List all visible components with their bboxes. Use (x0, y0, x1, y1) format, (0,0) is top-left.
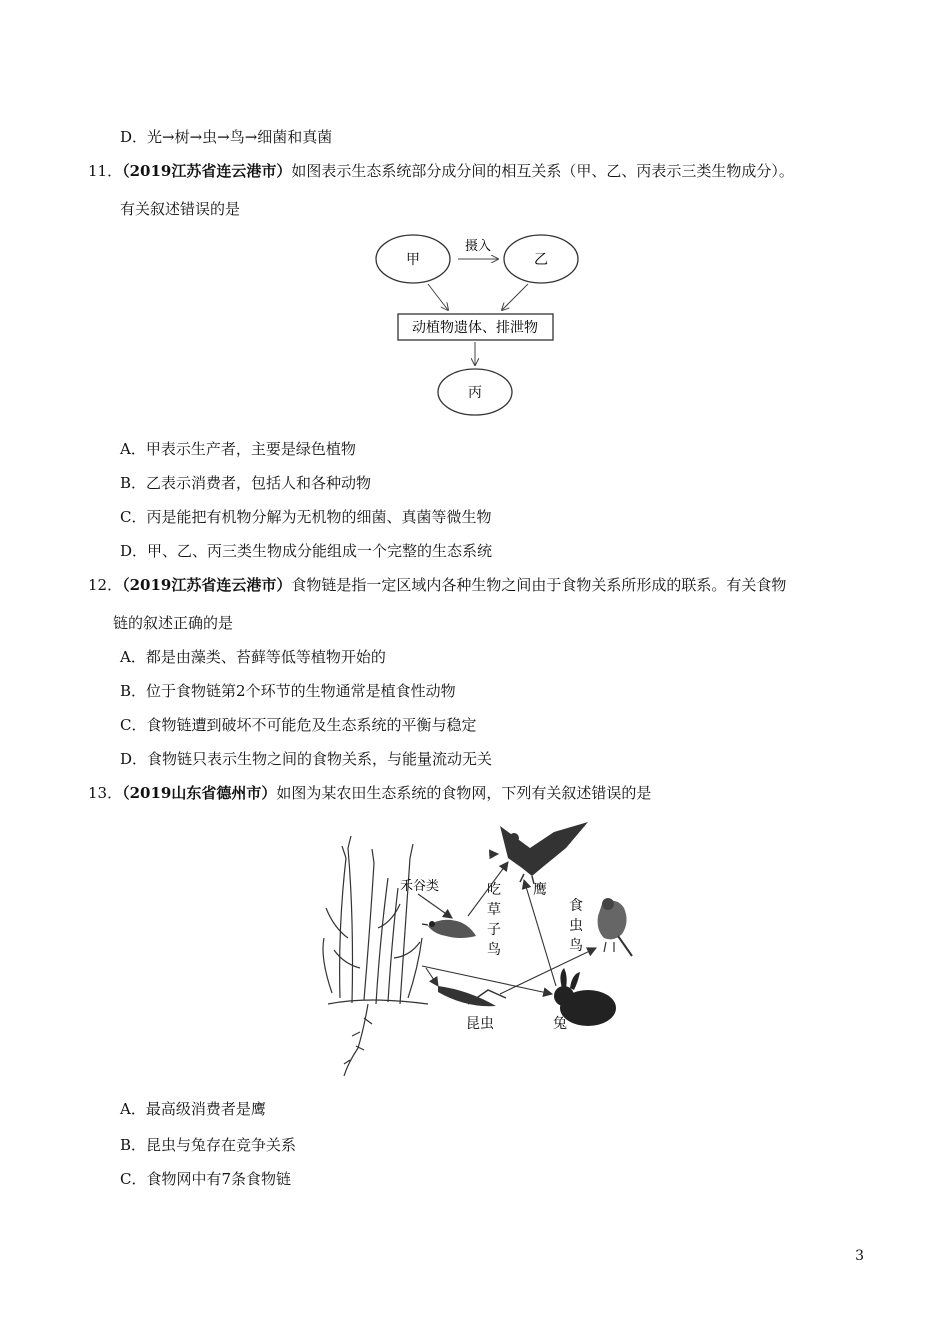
question-13-option-a: A．最高级消费者是鹰 (120, 1100, 266, 1118)
node-bing-label: 丙 (468, 385, 482, 401)
label-insect-bird-char-3: 鸟 (569, 938, 583, 954)
prev-option-d: D．光→树→虫→鸟→细菌和真菌 (120, 128, 333, 146)
node-yi-label: 乙 (534, 252, 548, 268)
label-seed-bird-char-4: 鸟 (487, 942, 501, 958)
question-11-number: 11． (88, 162, 123, 180)
question-11-source: （2019江苏省连云港市） (122, 162, 292, 180)
question-12-source: （2019江苏省连云港市） (122, 576, 292, 594)
question-13-option-c: C．食物网中有7条食物链 (120, 1170, 292, 1188)
arrow-grain-to-insect (426, 968, 438, 986)
question-12-option-c: C．食物链遭到破坏不可能危及生态系统的平衡与稳定 (120, 716, 477, 734)
ecosystem-components-diagram (370, 232, 585, 418)
insect-bird-illustration (598, 898, 632, 956)
insect-illustration (438, 986, 506, 1006)
question-11-stem (88, 160, 794, 182)
label-grain: 禾谷类 (400, 879, 440, 894)
arrow-label-intake: 摄入 (464, 239, 492, 254)
question-11-text: 如图表示生态系统部分成分间的相互关系（甲、乙、丙表示三类生物成分）。 (291, 162, 794, 180)
label-eagle: 鹰 (533, 882, 547, 898)
question-13-text: 如图为某农田生态系统的食物网，下列有关叙述错误的是 (276, 784, 652, 802)
question-11-text-cont: 有关叙述错误的是 (120, 200, 241, 218)
arrow-jia-to-box (428, 284, 448, 310)
question-13-option-b: B．昆虫与兔存在竞争关系 (120, 1136, 297, 1154)
arrow-insect-to-insectbird (500, 948, 596, 994)
remains-box-label: 动植物遗体、排泄物 (412, 320, 538, 336)
label-seed-bird-char-3: 子 (487, 922, 501, 938)
question-13-source: （2019山东省德州市） (122, 784, 277, 802)
eagle-illustration (500, 822, 588, 884)
question-11-option-a: A．甲表示生产者，主要是绿色植物 (120, 440, 356, 458)
node-jia-label: 甲 (406, 252, 420, 268)
arrow-grain-to-seedbird (418, 894, 452, 918)
label-seed-bird-char-1: 吃 (487, 882, 501, 898)
label-insect: 昆虫 (466, 1016, 494, 1032)
arrow-grain-to-eagle-path (378, 854, 498, 858)
question-11-option-b: B．乙表示消费者，包括人和各种动物 (120, 474, 372, 492)
question-13-number: 13． (88, 784, 123, 802)
label-insect-bird-char-2: 虫 (569, 918, 583, 934)
question-12-option-a: A．都是由藻类、苔藓等低等植物开始的 (120, 648, 386, 666)
label-insect-bird (569, 898, 583, 954)
label-rabbit: 兔 (553, 1016, 567, 1032)
question-11-option-d: D．甲、乙、丙三类生物成分能组成一个完整的生态系统 (120, 542, 493, 560)
seed-bird-illustration (422, 920, 476, 938)
label-seed-bird-char-2: 草 (487, 902, 501, 918)
label-insect-bird-char-1: 食 (569, 898, 583, 914)
question-12-text: 食物链是指一定区域内各种生物之间由于食物关系所形成的联系。有关食物 (291, 576, 787, 594)
question-12-option-b: B．位于食物链第2个环节的生物通常是植食性动物 (120, 682, 456, 700)
question-12-option-d: D．食物链只表示生物之间的食物关系，与能量流动无关 (120, 750, 493, 768)
question-11-option-c: C．丙是能把有机物分解为无机物的细菌、真菌等微生物 (120, 508, 492, 526)
arrow-yi-to-box (502, 284, 528, 310)
question-13-stem (88, 782, 651, 804)
page-number: 3 (855, 1248, 864, 1264)
question-12-number: 12． (88, 576, 123, 594)
farmland-food-web-figure (318, 818, 638, 1080)
question-12-stem (88, 574, 786, 596)
label-seed-bird (487, 882, 501, 958)
grain-plants-illustration (323, 836, 428, 1076)
question-12-text-cont: 链的叙述正确的是 (113, 614, 234, 632)
